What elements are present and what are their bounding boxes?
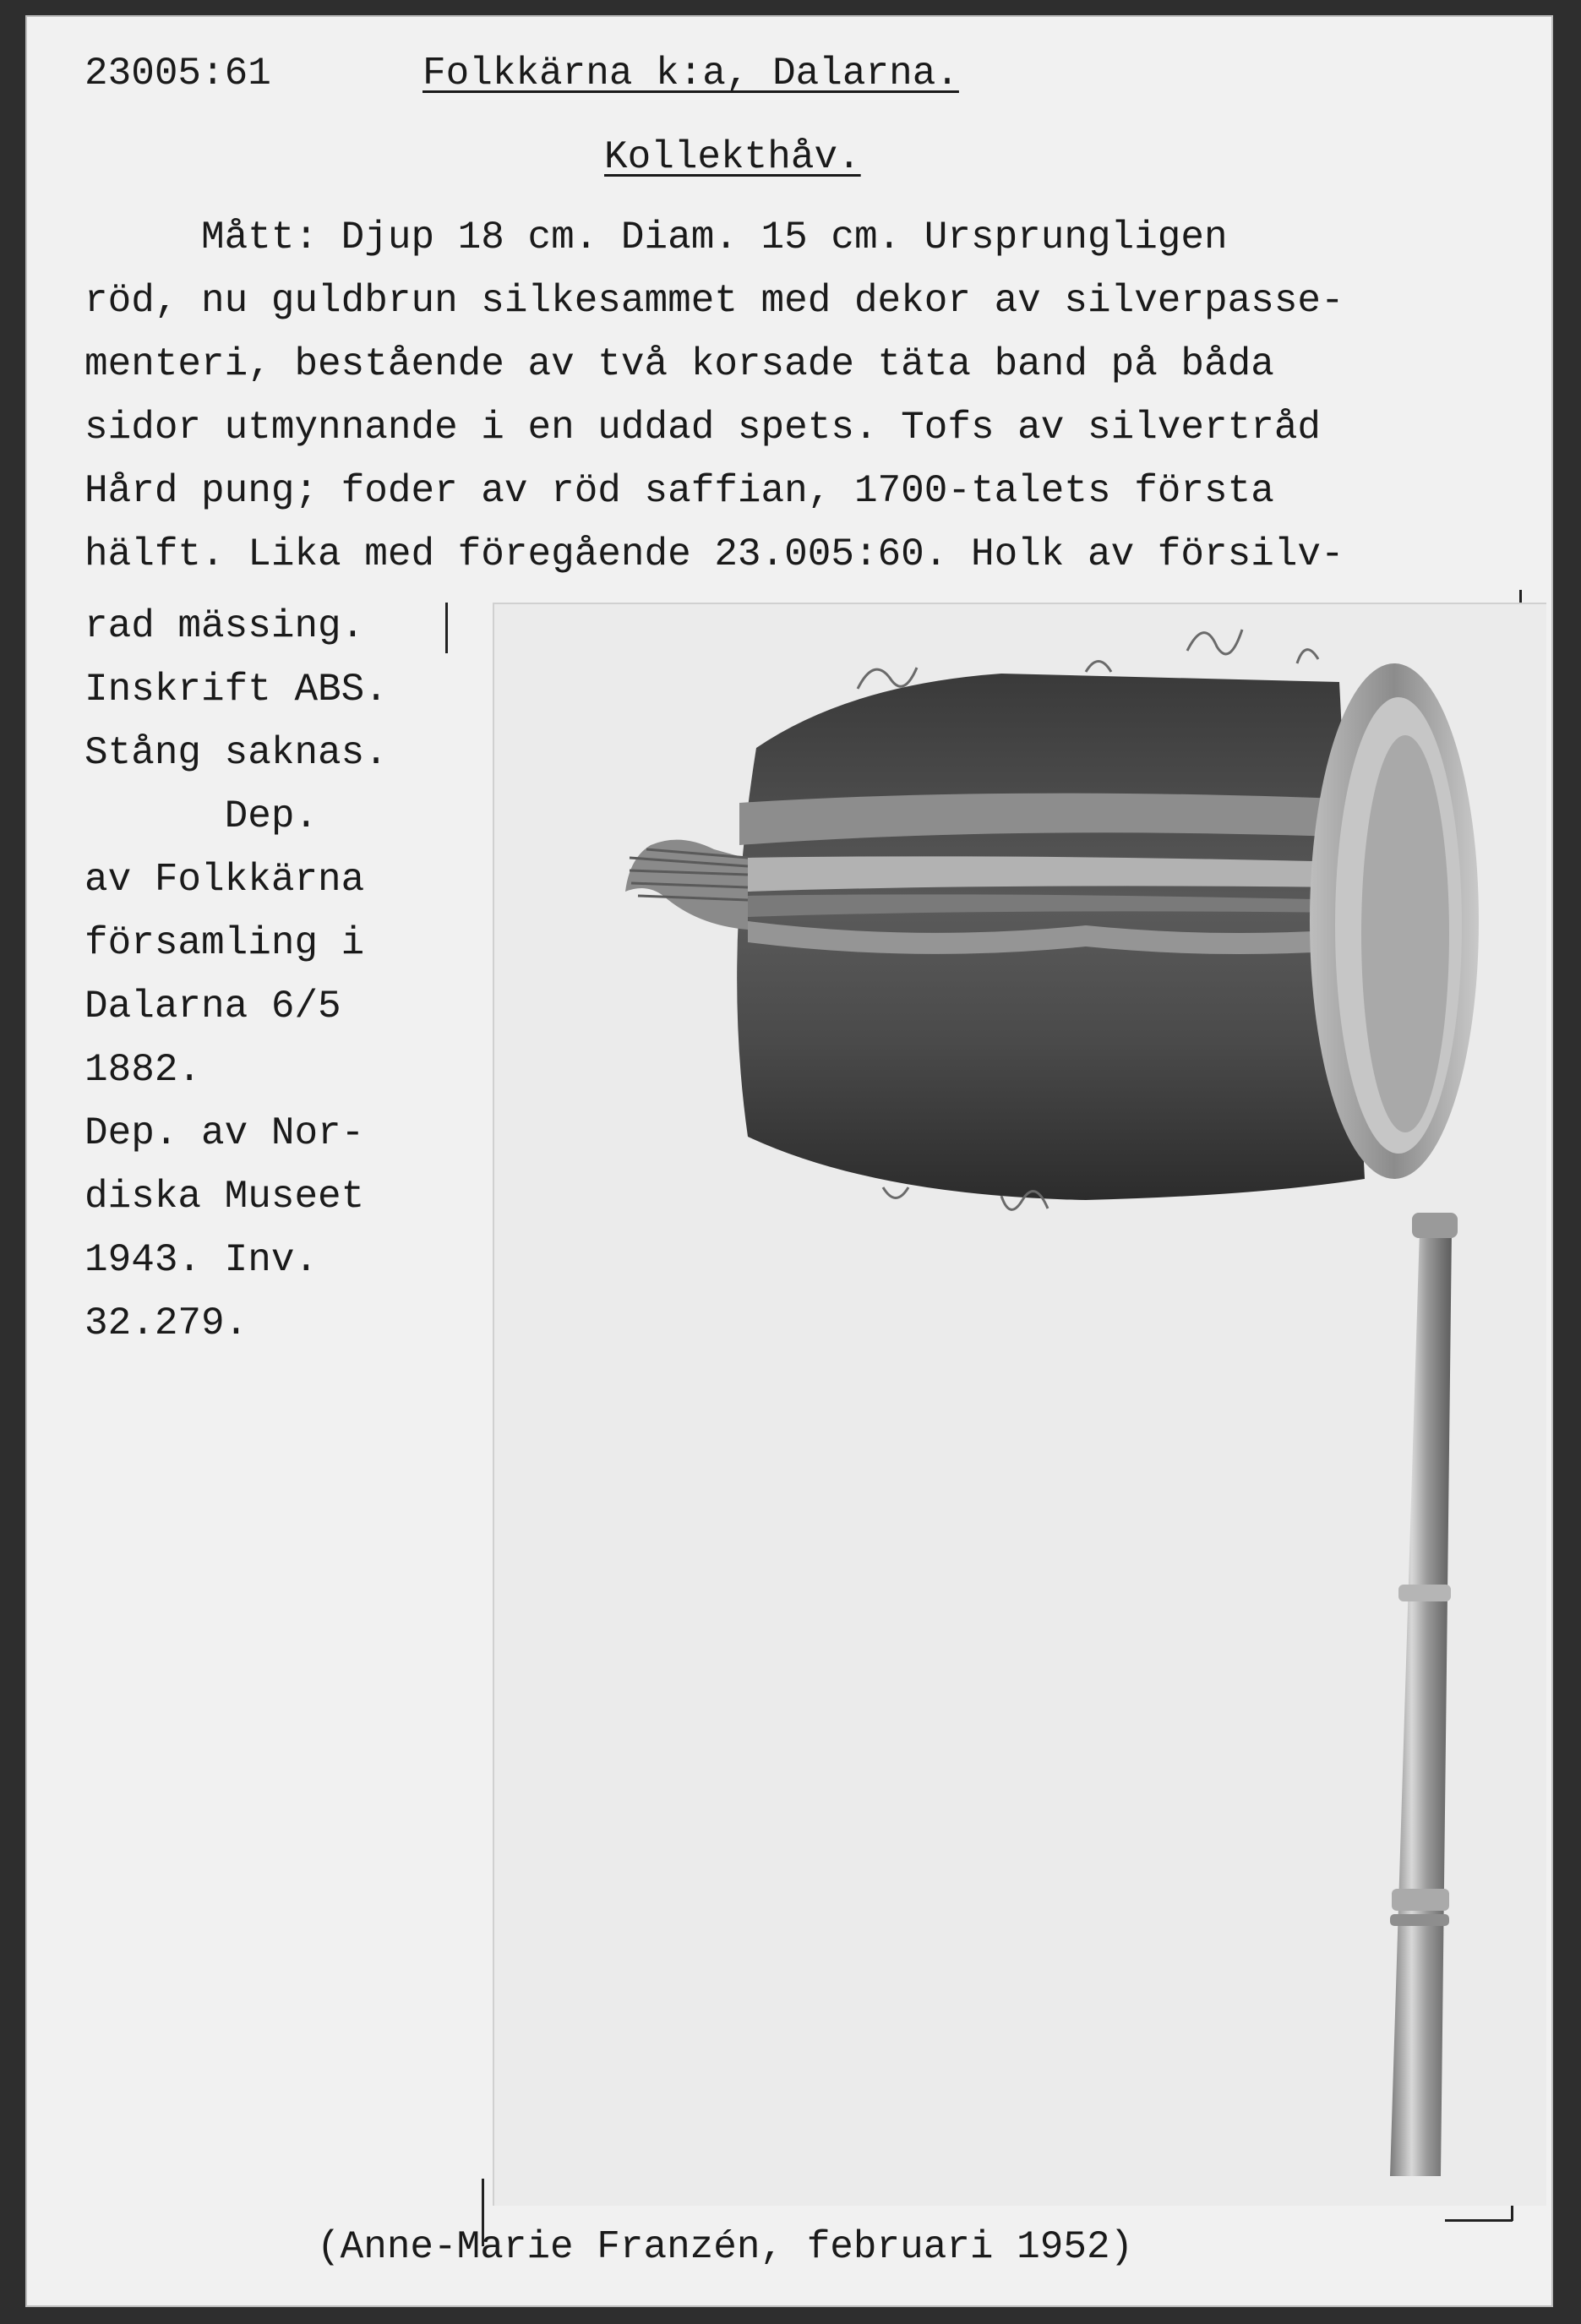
side-note-line: Dalarna 6/5: [85, 985, 341, 1028]
description-line: Hård pung; foder av röd saffian, 1700-talets första: [85, 469, 1274, 513]
side-note-line: 1882.: [85, 1048, 202, 1092]
description-line: menteri, bestående av två korsade täta band på båda: [85, 342, 1274, 386]
side-note-line: 32.279.: [85, 1301, 248, 1345]
side-note-line: Dep.: [85, 794, 319, 838]
description-line: röd, nu guldbrun silkesammet med dekor av silverpasse-: [85, 279, 1344, 323]
pole-ring: [1390, 1914, 1449, 1926]
object-photograph: [493, 603, 1546, 2206]
bag-lining: [1361, 735, 1449, 1132]
side-note-line: Stång saknas.: [85, 731, 388, 775]
signature-line: (Anne-Marie Franzén, februari 1952): [317, 2225, 1134, 2269]
crop-mark: [445, 603, 448, 653]
side-note-line: Dep. av Nor-: [85, 1111, 365, 1155]
description-line: hälft. Lika med föregående 23.005:60. Holk av försilv-: [85, 532, 1344, 576]
crop-mark: [1445, 2219, 1513, 2222]
catalog-card: [25, 15, 1553, 2307]
side-note-line: Inskrift ABS.: [85, 668, 388, 712]
pole-ring: [1392, 1889, 1449, 1911]
collection-bag-illustration: [494, 604, 1546, 2206]
side-note-line: av Folkkärna: [85, 858, 365, 902]
location-heading: Folkkärna k:a, Dalarna.: [423, 52, 959, 95]
pole-shaft: [1390, 1230, 1452, 2176]
pole-ring: [1398, 1585, 1451, 1601]
side-note-line: församling i: [85, 921, 365, 965]
object-title: Kollekthåv.: [604, 135, 861, 179]
inventory-number: 23005:61: [85, 52, 271, 95]
side-note-line: diska Museet: [85, 1175, 365, 1219]
side-note-line: 1943. Inv.: [85, 1238, 319, 1282]
description-line: Mått: Djup 18 cm. Diam. 15 cm. Ursprungligen: [85, 215, 1228, 259]
pole-collar: [1412, 1213, 1458, 1238]
description-line: sidor utmynnande i en uddad spets. Tofs av silvertråd: [85, 406, 1322, 450]
side-note-line: rad mässing.: [85, 604, 365, 648]
